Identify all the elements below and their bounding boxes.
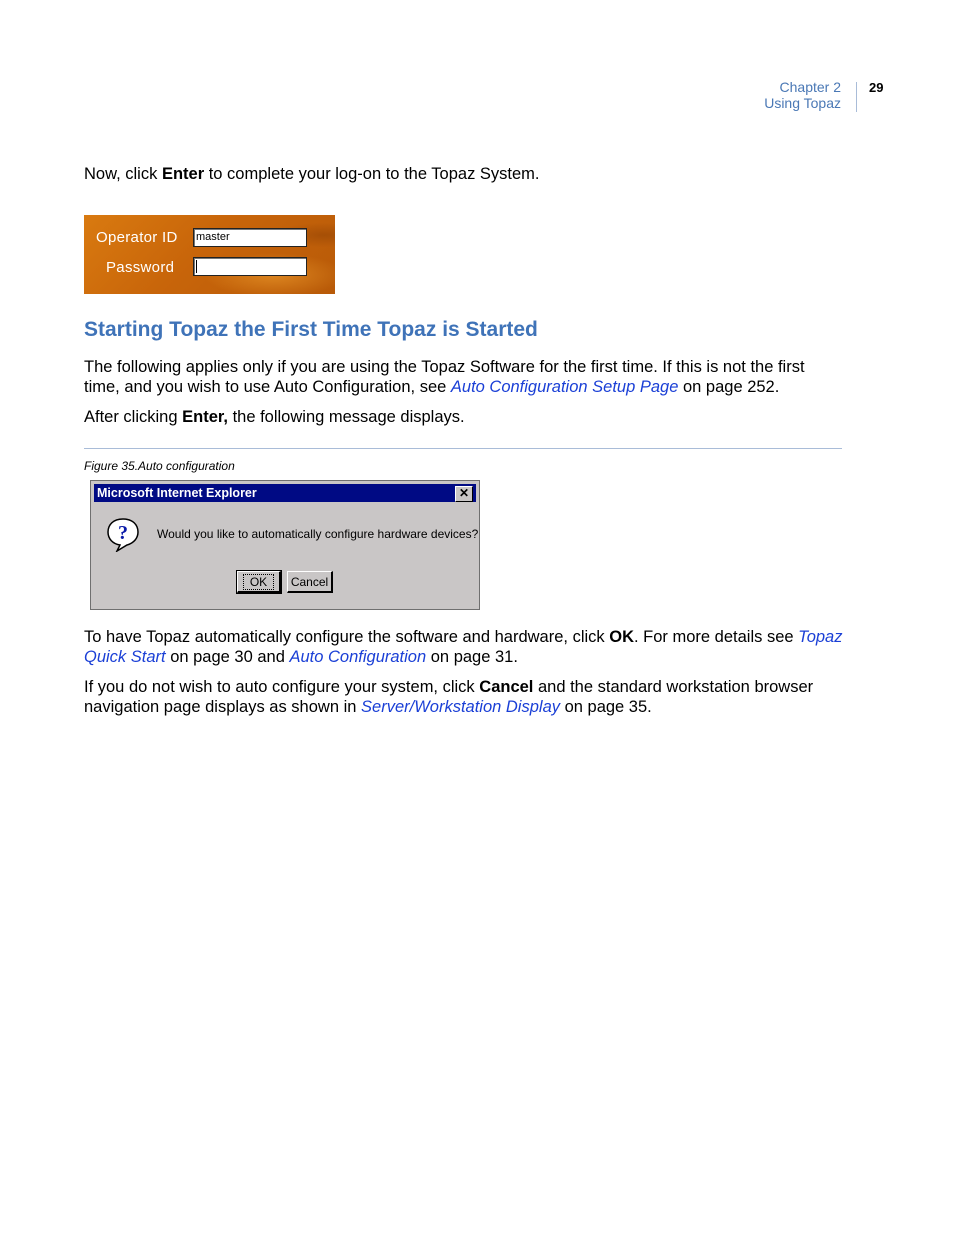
paragraph-ok: To have Topaz automatically configure the software and hardware, click OK. For more details see Topaz Quick Start on page 30 and Auto Configuration on page 31.: [84, 628, 843, 666]
enter-emphasis: Enter: [161, 165, 205, 183]
operator-id-field[interactable]: master: [193, 228, 307, 247]
dialog-title-bar: [94, 484, 476, 502]
section-heading: Starting Topaz the First Time Topaz is Started: [84, 318, 538, 341]
operator-id-label: Operator ID: [96, 229, 178, 246]
question-icon: [105, 516, 141, 552]
dialog-title: Microsoft Internet Explorer: [97, 486, 257, 500]
running-header: [764, 79, 841, 111]
cancel-button[interactable]: Cancel: [287, 571, 333, 593]
password-field[interactable]: [193, 257, 307, 276]
paragraph-after-enter: After clicking Enter, the following message displays.: [84, 408, 465, 426]
chapter-label: Chapter 2: [779, 79, 841, 95]
dialog-message: Would you like to automatically configure hardware devices?: [157, 527, 479, 541]
figure-divider: [84, 448, 842, 449]
link-server-workstation-display[interactable]: Server/Workstation Display: [361, 698, 560, 716]
auto-config-dialog: [90, 480, 480, 610]
paragraph-cancel: If you do not wish to auto configure your system, click Cancel and the standard workstation browser navigation page displays as shown in Server/Workstation Display on page 35.: [84, 678, 814, 716]
header-divider: [856, 82, 857, 112]
password-label: Password: [106, 259, 175, 276]
paragraph-first-time: The following applies only if you are using the Topaz Software for the first time. If this is not the first time, and you wish to use Auto Configuration, see Auto Configuration Setup Page on page 252.: [84, 358, 805, 396]
page-number: 29: [869, 80, 884, 95]
svg-text:?: ?: [118, 522, 128, 544]
figure-caption: Figure 35.Auto configuration: [84, 459, 235, 473]
text-cursor: [196, 260, 197, 273]
ok-button[interactable]: OK: [237, 571, 281, 593]
link-auto-config-setup[interactable]: Auto Configuration Setup Page: [450, 378, 679, 396]
link-topaz-quick-start[interactable]: Topaz Quick Start: [84, 628, 843, 666]
section-label: Using Topaz: [764, 95, 841, 111]
intro-paragraph: Now, click Enter to complete your log-on to the Topaz System.: [84, 165, 540, 183]
close-icon[interactable]: ✕: [455, 486, 473, 502]
login-screenshot: [84, 215, 335, 294]
link-auto-configuration[interactable]: Auto Configuration: [289, 648, 427, 666]
